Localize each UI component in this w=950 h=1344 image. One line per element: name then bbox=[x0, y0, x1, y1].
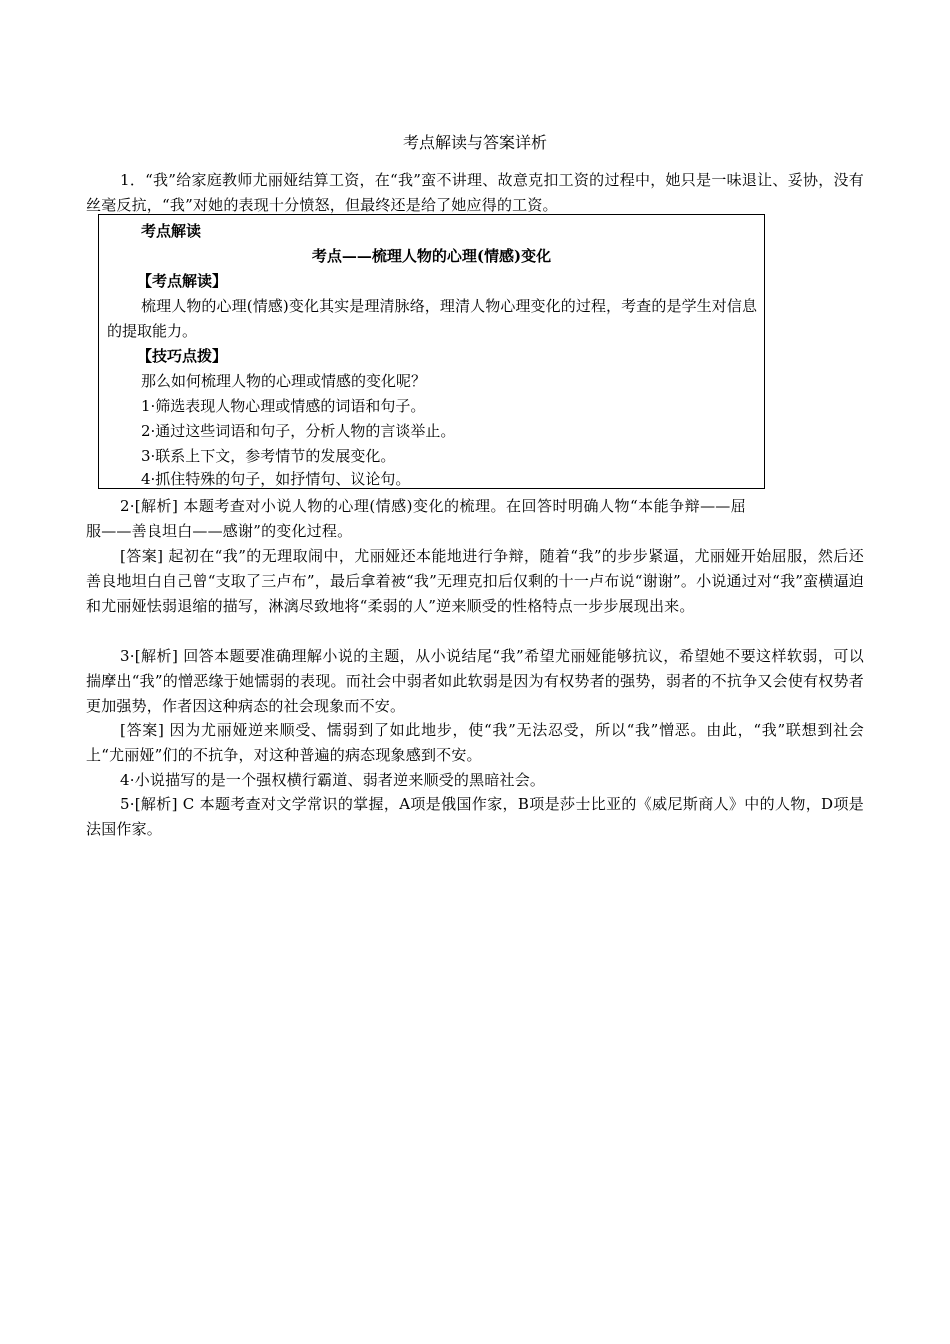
box-heading: 考点解读 bbox=[141, 222, 202, 240]
question-3-answer: [答案] 因为尤丽娅逆来顺受、懦弱到了如此地步，使“我”无法忍受，所以“我”憎恶。由此，“我”联想到社会上“尤丽娅”们的不抗争，对这种普遍的病态现象感到不安。 bbox=[86, 721, 864, 764]
question-4-text: 4·小说描写的是一个强权横行霸道、弱者逆来顺受的黑暗社会。 bbox=[120, 771, 546, 789]
question-3-analysis: 3·[解析] 回答本题要准确理解小说的主题，从小说结尾“我”希望尤丽娅能够抗议，希望她不要这样软弱，可以揣摩出“我”的憎恶缘于她懦弱的表现。而社会中弱者如此软弱是因为有权势者的强势，弱者的不抗争又会使有权势者更加强势，作者因这种病态的社会现象而不安。 bbox=[86, 647, 864, 715]
page-title: 考点解读与答案详析 bbox=[402, 133, 547, 152]
section-label-tips: 【技巧点拨】 bbox=[137, 347, 228, 365]
tip-item: 1·筛选表现人物心理或情感的词语和句子。 bbox=[141, 397, 426, 415]
question-2-answer: [答案] 起初在“我”的无理取闹中，尤丽娅还本能地进行争辩，随着“我”的步步紧逼，尤丽娅开始屈服，然后还善良地坦白自己曾“支取了三卢布”，最后拿着被“我”无理克扣后仅剩的十一卢布说“谢谢”。小说通过对“我”蛮横逼迫和尤丽娅怯弱退缩的描写，淋漓尽致地将“柔弱的人”逆来顺受的性格特点一步步展现出来。 bbox=[86, 547, 864, 615]
tip-item: 3·联系上下文，参考情节的发展变化。 bbox=[141, 447, 396, 465]
question-5-analysis: 5·[解析] C 本题考查对文学常识的掌握，A项是俄国作家，B项是莎士比亚的《威尼斯商人》中的人物，D项是法国作家。 bbox=[86, 795, 864, 838]
tip-item: 4·抓住特殊的句子，如抒情句、议论句。 bbox=[141, 470, 411, 488]
key-point-box bbox=[98, 214, 765, 489]
section-label-analysis: 【考点解读】 bbox=[137, 272, 228, 290]
section-analysis-text: 梳理人物的心理(情感)变化其实是理清脉络，理清人物心理变化的过程，考查的是学生对信息的提取能力。 bbox=[107, 297, 757, 340]
box-subheading: 考点——梳理人物的心理(情感)变化 bbox=[311, 247, 552, 265]
question-2-analysis: 2·[解析] 本题考查对小说人物的心理(情感)变化的梳理。在回答时明确人物“本能争辩——屈服——善良坦白——感谢”的变化过程。 bbox=[86, 497, 746, 540]
question-1-text: 1．“我”给家庭教师尤丽娅结算工资，在“我”蛮不讲理、故意克扣工资的过程中，她只是一味退让、妥协，没有丝毫反抗，“我”对她的表现十分愤怒，但最终还是给了她应得的工资。 bbox=[86, 171, 864, 214]
tip-item: 2·通过这些词语和句子，分析人物的言谈举止。 bbox=[141, 422, 456, 440]
tips-question: 那么如何梳理人物的心理或情感的变化呢？ bbox=[141, 372, 427, 390]
